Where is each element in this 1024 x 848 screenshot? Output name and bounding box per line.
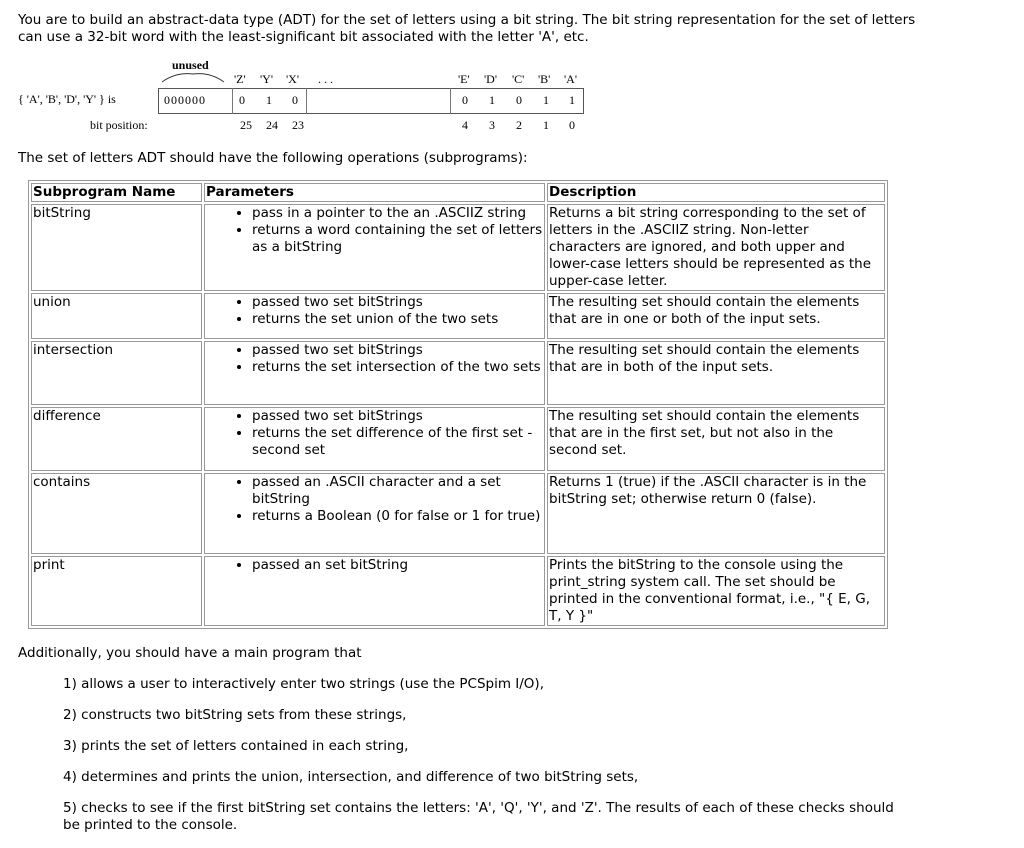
header-subprogram-name: Subprogram Name	[31, 183, 202, 202]
position-0: 0	[569, 118, 575, 132]
bit-string-diagram	[0, 58, 620, 138]
parameter-item: • passed an set bitString	[252, 557, 544, 574]
position-3: 3	[489, 118, 495, 132]
description-cell: The resulting set should contain the elements that are in one or both of the input sets.	[547, 293, 885, 339]
position-24: 24	[266, 118, 278, 132]
subprogram-name: contains	[31, 473, 202, 554]
header-description: Description	[547, 183, 885, 202]
parameter-item: • returns the set difference of the first set - second set	[252, 425, 544, 459]
letter-e: 'E'	[458, 72, 470, 86]
ellipsis: . . .	[318, 72, 333, 86]
bit-divider	[306, 88, 307, 114]
parameter-item: • passed two set bitStrings	[252, 408, 544, 425]
list-item: 1) allows a user to interactively enter two strings (use the PCSpim I/O),	[63, 676, 544, 692]
position-2: 2	[516, 118, 522, 132]
bit-divider	[232, 88, 233, 114]
description-cell: The resulting set should contain the elements that are in both of the input sets.	[547, 341, 885, 405]
brace-icon	[160, 70, 226, 84]
parameter-item: • passed two set bitStrings	[252, 294, 544, 311]
position-23: 23	[292, 118, 304, 132]
bit-1: 1	[543, 93, 549, 107]
bit-23: 0	[292, 93, 298, 107]
parameters-cell	[204, 341, 545, 405]
parameters-cell	[204, 204, 545, 291]
bit-4: 0	[462, 93, 468, 107]
table-row	[31, 407, 885, 471]
bit-divider	[450, 88, 451, 114]
table-row	[31, 556, 885, 626]
parameter-item: • returns a word containing the set of letters as a bitString	[252, 222, 544, 256]
table-row	[31, 341, 885, 405]
unused-label: unused	[172, 58, 209, 72]
table-row	[31, 293, 885, 339]
description-cell: The resulting set should contain the elements that are in the first set, but not also in the second set.	[547, 407, 885, 471]
bit-position-label: bit position:	[90, 118, 148, 132]
letter-b: 'B'	[538, 72, 551, 86]
letter-a: 'A'	[564, 72, 577, 86]
letter-y: 'Y'	[260, 72, 273, 86]
parameter-item: • returns a Boolean (0 for false or 1 for true)	[252, 508, 544, 525]
parameter-item: • passed two set bitStrings	[252, 342, 544, 359]
parameter-item: • pass in a pointer to the an .ASCIIZ string	[252, 205, 544, 222]
list-item: 3) prints the set of letters contained in each string,	[63, 738, 409, 754]
bit-25: 0	[239, 93, 245, 107]
unused-zeros: 000000	[164, 93, 206, 107]
subprogram-name: intersection	[31, 341, 202, 405]
intro-paragraph: You are to build an abstract-data type (ADT) for the set of letters using a bit string. The bit string representation for the set of letters can use a 32-bit word with the least-significant bit associated with the letter 'A', etc.	[18, 12, 916, 45]
additionally-text: Additionally, you should have a main program that	[18, 645, 362, 661]
list-item: 4) determines and prints the union, intersection, and difference of two bitString sets,	[63, 769, 639, 785]
list-item: 5) checks to see if the first bitString set contains the letters: 'A', 'Q', 'Y', and 'Z'. The results of each of these checks should be printed to the console.	[63, 800, 894, 833]
steps-list	[63, 676, 903, 848]
parameter-item: • returns the set union of the two sets	[252, 311, 544, 328]
list-item: 2) constructs two bitString sets from these strings,	[63, 707, 407, 723]
parameter-item: • passed an .ASCII character and a set bitString	[252, 474, 544, 508]
parameters-cell	[204, 407, 545, 471]
letter-d: 'D'	[484, 72, 497, 86]
parameter-item: • returns the set intersection of the two sets	[252, 359, 544, 376]
table-header-row	[31, 183, 885, 202]
position-1: 1	[543, 118, 549, 132]
table-row	[31, 204, 885, 291]
subprogram-name: bitString	[31, 204, 202, 291]
subprogram-name: union	[31, 293, 202, 339]
set-label: { 'A', 'B', 'D', 'Y' } is	[18, 92, 116, 106]
operations-table	[28, 180, 888, 629]
letter-z: 'Z'	[234, 72, 246, 86]
parameters-cell	[204, 473, 545, 554]
bit-2: 0	[516, 93, 522, 107]
description-cell: Prints the bitString to the console using the print_string system call. The set should be printed in the conventional format, i.e., "{ E, G, T, Y }"	[547, 556, 885, 626]
letter-x: 'X'	[286, 72, 299, 86]
description-cell: Returns a bit string corresponding to the set of letters in the .ASCIIZ string. Non-letter characters are ignored, and both upper and lower-case letters should be represented as the upper-case letter.	[547, 204, 885, 291]
parameters-cell	[204, 556, 545, 626]
subprogram-name: difference	[31, 407, 202, 471]
position-4: 4	[462, 118, 468, 132]
description-cell: Returns 1 (true) if the .ASCII character is in the bitString set; otherwise return 0 (false).	[547, 473, 885, 554]
position-25: 25	[240, 118, 252, 132]
parameters-cell	[204, 293, 545, 339]
letter-c: 'C'	[512, 72, 525, 86]
bit-0: 1	[569, 93, 575, 107]
table-row	[31, 473, 885, 554]
header-parameters: Parameters	[204, 183, 545, 202]
bit-24: 1	[266, 93, 272, 107]
operations-intro: The set of letters ADT should have the following operations (subprograms):	[18, 150, 528, 166]
subprogram-name: print	[31, 556, 202, 626]
bit-3: 1	[489, 93, 495, 107]
